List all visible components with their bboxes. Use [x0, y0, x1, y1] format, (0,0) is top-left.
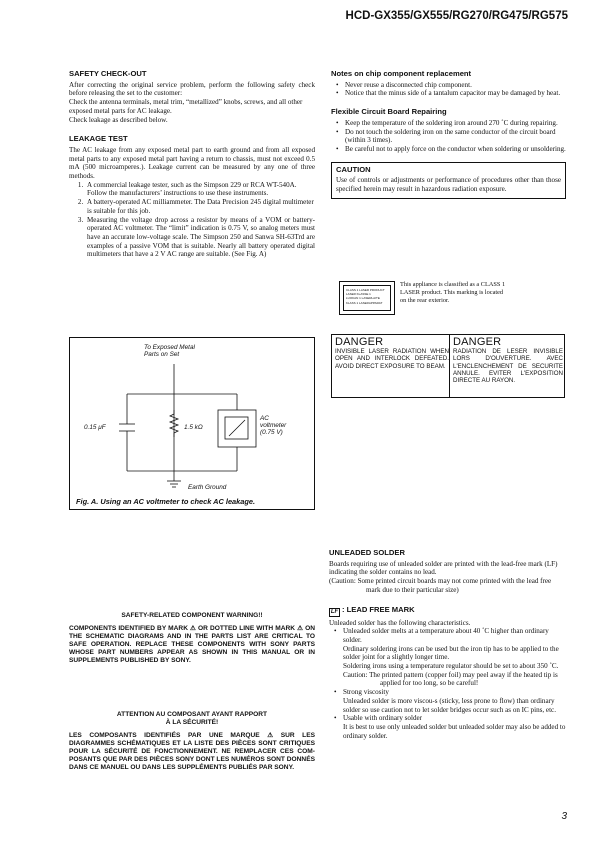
warning-triangle-icon: ⚠	[267, 732, 274, 739]
resistor-label: 1.5 kΩ	[184, 424, 203, 431]
caution-box	[331, 162, 566, 199]
safety-checkout-p3: Check leakage as described below.	[69, 115, 168, 124]
leakage-test-p1: The AC leakage from any exposed metal part to earth ground and from all exposed metal parts to any exposed metal part having a return to chassis, must not exceed 0.5 mA (500 microamperes.). Leakage current can be measured by any one of three methods.	[69, 145, 315, 181]
warning-triangle-icon: ⚠	[190, 625, 196, 632]
leakage-test-title: LEAKAGE TEST	[69, 134, 128, 144]
lead-free-text: • Strong viscosity	[343, 688, 389, 697]
lead-free-text: Unleaded solder is more viscou-s (sticky, less prone to flow) than ordinary solder so use caution not to let solder bridges occur such as on IC pins, etc.	[343, 696, 556, 714]
safety-checkout-p1: After correcting the original service problem, perform the following safety check before releasing the set to the customer:	[69, 80, 315, 98]
left-column	[69, 70, 315, 259]
right-column-bottom	[329, 549, 567, 740]
safety-checkout-title: SAFETY CHECK-OUT	[69, 69, 147, 78]
laser-label-line: LUOKAN 1 LASERLAITE	[346, 296, 380, 301]
list-item: • Never reuse a disconnected chip component.	[345, 81, 566, 90]
lead-free-text: Ordinary soldering irons can be used but the iron tip has to be applied to the solder joint for a slightly longer time.	[343, 644, 559, 662]
safety-warning-fr-title-1: ATTENTION AU COMPOSANT AYANT RAPPORT	[116, 711, 268, 718]
warning-text: OR DOTTED LINE WITH MARK	[195, 625, 298, 632]
voltmeter-label-3: (0.75 V)	[260, 429, 283, 436]
ground-label: Earth Ground	[188, 484, 227, 491]
warning-text: LES COMPOSANTS IDENTIFIÉS PAR UNE MARQUE	[69, 732, 268, 739]
safety-warning-body	[69, 625, 315, 665]
model-header: HCD-GX355/GX555/RG270/RG475/RG575	[345, 10, 568, 22]
warning-text: COMPONENTS IDENTIFIED BY MARK	[69, 625, 191, 632]
lead-free-icon: LF	[330, 608, 339, 615]
figure-a	[69, 337, 315, 510]
danger-divider	[449, 335, 450, 397]
lead-free-text: Caution: The printed pattern (copper foil) may peel away if the heated tip is applied for too long, so be careful!	[343, 670, 558, 688]
caution-title: CAUTION	[336, 164, 371, 174]
unleaded-p2: (Caution: Some printed circuit boards may not come printed with the lead free mark due to their particular size)	[329, 577, 552, 594]
unleaded-p1: Boards requiring use of unleaded solder are printed with the lead-free mark (LF) indicating the solder contains no lead.	[329, 559, 558, 577]
voltmeter-label-2: voltmeter	[260, 422, 287, 429]
warning-text: ON THE SCHEMATIC DIAGRAMS AND IN THE PARTS LIST ARE CRITICAL TO SAFE OPERATION. REPLACE THESE COMPONENTS WITH SONY PARTS WHOSE PART NUMBERS APPEAR AS SHOWN IN THIS MANUAL OR IN SUPPLEMENTS PUBLISHED BY SONY.	[69, 625, 315, 664]
list-item: 3. Measuring the voltage drop across a resistor by means of a VOM or battery-operated AC voltmeter. The “limit” indication is 0.75 V, so analog meters must have an accurate low-voltage scale. The Simpson 250 and Sanwa SH-63Trd are examples of a passive VOM that is suitable. Nearly all battery operated digital multimeters that have a 2 V AC range are suitable. (See Fig. A)	[85, 216, 315, 260]
laser-label-inner	[343, 285, 391, 311]
figure-label-top-2: Parts on Set	[144, 351, 180, 358]
chip-notes-list	[331, 81, 566, 98]
circuit-diagram	[70, 338, 314, 493]
list-item: 1. A commercial leakage tester, such as the Simpson 229 or RCA WT-540A. Follow the manufacturers’ instructions to use these instruments.	[85, 181, 315, 198]
laser-class-label	[339, 281, 395, 315]
danger-box	[331, 334, 565, 398]
warning-triangle-icon: ⚠	[297, 625, 303, 632]
figure-label-top-1: To Exposed Metal	[144, 344, 195, 351]
list-item: • Do not touch the soldering iron on the same conductor of the circuit board (within 3 times).	[345, 128, 566, 145]
safety-warning-fr-body	[69, 732, 315, 772]
unleaded-title: UNLEADED SOLDER	[329, 548, 405, 557]
lead-free-title-row	[329, 606, 567, 617]
lead-free-text: Soldering irons using a temperature regulator should be set to about 350 ˚C.	[343, 662, 559, 671]
safety-warning-title: SAFETY-RELATED COMPONENT WARNING!!	[121, 612, 263, 619]
list-item: • Be careful not to apply force on the conductor when soldering or unsoldering.	[345, 145, 566, 154]
list-item: 2. A battery-operated AC milliammeter. The Data Precision 245 digital multimeter is suitable for this job.	[85, 198, 315, 215]
lead-free-text: • Usable with ordinary solder	[343, 714, 422, 723]
capacitor-label: 0.15 μF	[84, 424, 106, 431]
list-item: • Keep the temperature of the soldering iron around 270 ˚C during repairing.	[345, 119, 566, 128]
lead-free-intro: Unleaded solder has the following characteristics.	[329, 618, 471, 627]
danger-title-en: DANGER	[335, 336, 384, 348]
safety-warning-en	[69, 612, 315, 665]
danger-en	[335, 337, 449, 370]
right-column-top	[331, 70, 566, 199]
caution-body: Use of controls or adjustments or performance of procedures other than those specified herein may result in hazardous radiation exposure.	[336, 176, 561, 194]
safety-warning-fr	[69, 711, 315, 772]
danger-body-en: INVISIBLE LASER RADIATION WHEN OPEN AND INTERLOCK DEFEATED. AVOID DIRECT EXPOSURE TO BEAM.	[335, 348, 449, 370]
laser-class-note: This appliance is classified as a CLASS 1 LASER product. This marking is located on the rear exterior.	[400, 281, 506, 304]
danger-fr	[453, 337, 563, 384]
lead-free-text: • Unleaded solder melts at a temperature about 40 ˚C higher than ordinary solder.	[343, 627, 549, 644]
voltmeter-label-1: AC	[260, 415, 269, 422]
leakage-methods-list	[69, 181, 315, 259]
warning-text: SUR LES DIAGRAMMES SCHÉMATIQUES ET LA LISTE DES PIÈCES SONT CRITIQUES POUR LA SÉCURITÉ DE FONCTIONNEMENT. NE REMPLACER CES COM- POSANTS QUE PAR DES PIÈCES SONY DONT LES NUMÉROS SONT DONNÉS DANS CE MANUEL OU DANS LES SUPPLÉMENTS PUBLIÉS PAR SONY.	[69, 732, 315, 771]
lead-free-title: : LEAD FREE MARK	[342, 604, 415, 614]
page-number: 3	[561, 811, 567, 822]
laser-label-line: KLASS 1 LASERAPPARAT	[346, 300, 383, 305]
danger-title-fr: DANGER	[453, 336, 502, 348]
laser-label-line: CLASS 1 LASER PRODUCT	[346, 288, 385, 292]
safety-warning-fr-title-2: À LA SÉCURITÉ!	[165, 719, 219, 726]
list-item	[343, 627, 567, 688]
list-item: • Notice that the minus side of a tantalum capacitor may be damaged by heat.	[345, 89, 566, 98]
list-item	[343, 714, 567, 740]
lead-free-list	[329, 627, 567, 740]
safety-checkout-p2: Check the antenna terminals, metal trim, “metallized” knobs, screws, and all other exposed metal parts for AC leakage.	[69, 98, 303, 115]
figure-caption: Fig. A. Using an AC voltmeter to check AC leakage.	[76, 497, 256, 506]
list-item	[343, 688, 567, 714]
laser-label-line: LASER KLASSE 1	[346, 292, 371, 297]
flex-repair-title: Flexible Circuit Board Repairing	[331, 107, 447, 117]
lead-free-text: It is best to use only unleaded solder but unleaded solder may also be added to ordinary solder.	[343, 722, 566, 740]
flex-repair-list	[331, 119, 566, 154]
chip-notes-title: Notes on chip component replacement	[331, 69, 472, 78]
danger-body-fr: RADIATION DE LESER INVISIBLE LORS D'OUVERTURE. AVEC L'ENCLENCHEMENT DE SECURITE ANNULE. EVITER L'EXPOSITION DIRECTE AU RAYON.	[453, 348, 563, 385]
